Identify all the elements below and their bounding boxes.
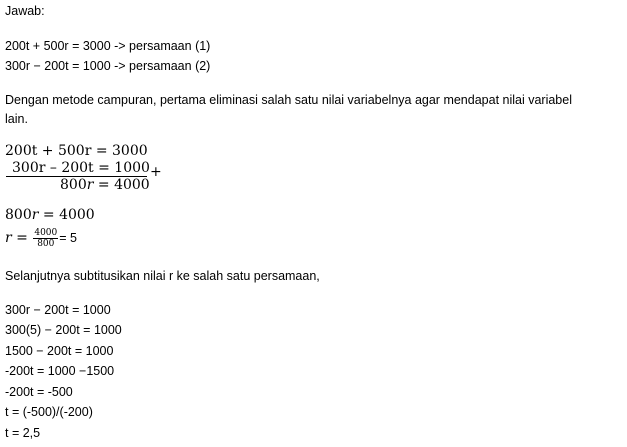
- equation-1: 200t + 500r = 3000 -> persamaan (1): [5, 39, 211, 53]
- elimination-row-1: 200t + 500r = 3000: [5, 143, 148, 159]
- step-line: 300r − 200t = 1000: [5, 303, 111, 317]
- solve-rhs: = 4000: [38, 207, 95, 223]
- solve-variable: r: [31, 207, 39, 223]
- intro-line-1: Dengan metode campuran, pertama eliminasi salah satu nilai variabelnya agar mendapat nilai variabel: [5, 93, 572, 107]
- fraction-numerator: 4000: [34, 227, 58, 238]
- step-line: t = 2,5: [5, 426, 41, 440]
- solve-r-line-2: [5, 226, 77, 250]
- elimination-operator: +: [150, 164, 162, 180]
- elimination-row-2: 300r – 200t = 1000: [12, 160, 150, 176]
- fraction: [33, 228, 58, 249]
- intro-line-2: lain.: [5, 112, 28, 126]
- solve-equals: =: [11, 230, 33, 246]
- answer-heading: Jawab:: [5, 4, 45, 18]
- fraction-denominator: 800: [37, 238, 55, 249]
- elimination-result: [60, 177, 150, 193]
- solve-coefficient: 800: [5, 207, 32, 223]
- result-variable: r: [86, 177, 94, 193]
- step-line: 300(5) − 200t = 1000: [5, 323, 122, 337]
- equation-2: 300r − 200t = 1000 -> persamaan (2): [5, 59, 211, 73]
- step-line: -200t = -500: [5, 385, 73, 399]
- result-coefficient: 800: [60, 177, 87, 193]
- solve-lhs-variable: r: [5, 230, 12, 246]
- substitution-intro: Selanjutnya subtitusikan nilai r ke salah satu persamaan,: [5, 269, 320, 283]
- step-line: t = (-500)/(-200): [5, 405, 93, 419]
- step-line: -200t = 1000 −1500: [5, 364, 115, 378]
- solve-r-line-1: [5, 207, 95, 223]
- step-line: 1500 − 200t = 1000: [5, 344, 114, 358]
- result-rhs: = 4000: [93, 177, 150, 193]
- solve-answer: = 5: [59, 231, 77, 245]
